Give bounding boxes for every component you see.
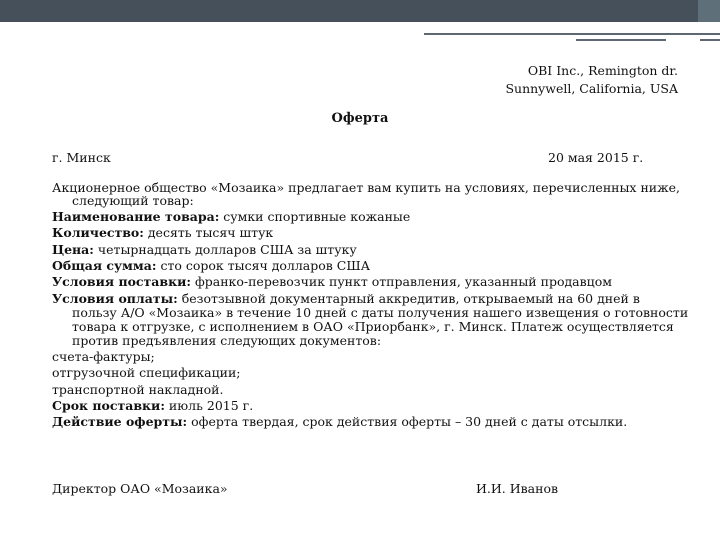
item-delivery-terms-value: франко-перевозчик пункт отправления, указанный продавцом <box>191 274 612 289</box>
item-total-value: сто сорок тысяч долларов США <box>156 258 371 273</box>
item-quantity <box>52 226 273 239</box>
intro-line-1: Акционерное общество «Мозаика» предлагает вам купить на условиях, перечисленных ниже, <box>52 180 680 195</box>
signature-name: И.И. Иванов <box>476 481 559 496</box>
doc-waybill: транспортной накладной. <box>52 382 224 397</box>
payment-continuation-1: пользу А/О «Мозаика» в течение 10 дней с даты получения нашего извещения о готовности <box>72 305 689 320</box>
city: г. Минск <box>52 150 111 165</box>
item-quantity-label: Количество: <box>52 225 144 240</box>
payment-continuation-2: товара к отгрузке, с исполнением в ОАО «Приорбанк», г. Минск. Платеж осуществляется <box>72 319 674 334</box>
sender-address-line-2: Sunnywell, California, USA <box>505 81 678 96</box>
item-payment-terms-label: Условия оплаты: <box>52 291 178 306</box>
item-price-value: четырнадцать долларов США за штуку <box>93 242 357 257</box>
top-banner-accent <box>698 0 720 22</box>
item-payment-terms-value: безотзывной документарный аккредитив, открываемый на 60 дней в <box>177 291 640 306</box>
item-name-label: Наименование товара: <box>52 209 220 224</box>
intro-line-2: следующий товар: <box>72 193 194 208</box>
item-name <box>52 210 410 223</box>
signature-position: Директор ОАО «Мозаика» <box>52 481 228 496</box>
document-title: Оферта <box>331 111 389 126</box>
top-banner-dark <box>0 0 698 22</box>
decorative-line <box>576 39 666 41</box>
item-total <box>52 259 370 272</box>
doc-shipping-spec: отгрузочной спецификации; <box>52 365 241 380</box>
offer-validity-label: Действие оферты: <box>52 414 188 429</box>
top-banner <box>0 0 720 22</box>
offer-validity <box>52 415 627 428</box>
item-delivery-terms <box>52 275 612 288</box>
item-price <box>52 243 357 256</box>
item-total-label: Общая сумма: <box>52 258 157 273</box>
item-price-label: Цена: <box>52 242 94 257</box>
offer-validity-value: оферта твердая, срок действия оферты – 30 дней с даты отсылки. <box>187 414 628 429</box>
decorative-line <box>700 39 720 41</box>
item-name-value: сумки спортивные кожаные <box>219 209 411 224</box>
delivery-date-label: Срок поставки: <box>52 398 165 413</box>
item-delivery-terms-label: Условия поставки: <box>52 274 191 289</box>
item-payment-terms <box>52 292 640 305</box>
delivery-date <box>52 399 253 412</box>
date: 20 мая 2015 г. <box>548 150 644 165</box>
delivery-date-value: июль 2015 г. <box>164 398 254 413</box>
payment-continuation-3: против предъявления следующих документов: <box>72 333 382 348</box>
sender-address-line-1: OBI Inc., Remington dr. <box>527 63 678 78</box>
doc-invoice: счета-фактуры; <box>52 349 155 364</box>
item-quantity-value: десять тысяч штук <box>143 225 274 240</box>
decorative-line <box>424 33 720 35</box>
